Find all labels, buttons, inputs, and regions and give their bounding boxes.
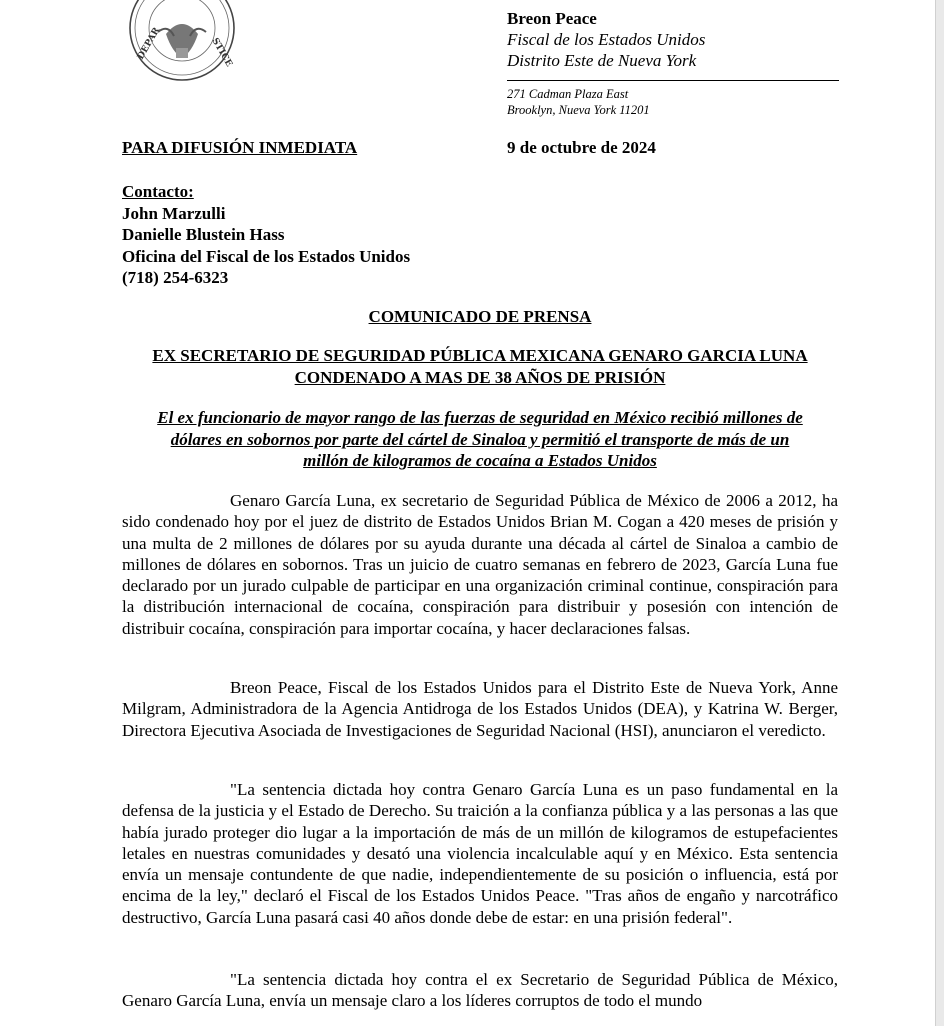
contact-line: John Marzulli <box>122 203 226 223</box>
page-edge <box>935 0 944 1026</box>
contact-phone: (718) 254-6323 <box>122 268 229 287</box>
svg-text:STICE: STICE <box>209 36 234 69</box>
office-address <box>507 86 650 118</box>
paragraph-text: "La sentencia dictada hoy contra el ex Secretario de Seguridad Pública de México, Genaro García Luna, envía un mensaje claro a los líderes corruptos de todo el mundo <box>122 970 838 1011</box>
body-paragraph <box>122 677 838 741</box>
contact-line: Oficina del Fiscal de los Estados Unidos <box>122 246 411 266</box>
officer-name: Breon Peace <box>507 9 597 28</box>
paragraph-text: Genaro García Luna, ex secretario de Seguridad Pública de México de 2006 a 2012, ha sido condenado hoy por el juez de distrito de Estados Unidos Brian M. Cogan a 420 meses de prisión y una multa de 2 millones de dólares por su ayuda durante una década al cártel de Sinaloa a cambio de millones de dólares en sobornos. Tras un juicio de cuatro semanas en febrero de 2023, García Luna fue declarado por un jurado culpable de participar en una organización criminal continue, conspiración para la distribución internacional de cocaína, conspiración para distribuir y posesión con intención de distribuir cocaína, conspiración para importar cocaína, y hacer declaraciones falsas. <box>122 491 838 638</box>
address-divider <box>507 80 839 81</box>
press-release-heading: COMUNICADO DE PRENSA <box>368 307 592 326</box>
officer-block <box>507 8 705 71</box>
headline-line: EX SECRETARIO DE SEGURIDAD PÚBLICA MEXICANA GENARO GARCIA LUNA <box>152 346 808 365</box>
body-paragraph <box>122 490 838 639</box>
subheadline <box>118 407 842 472</box>
body-paragraph <box>122 969 838 1012</box>
subhead-line: dólares en sobornos por parte del cártel de Sinaloa y permitió el transporte de más de un <box>170 429 790 449</box>
release-label: PARA DIFUSIÓN INMEDIATA <box>122 138 358 157</box>
svg-text:DEPAR: DEPAR <box>135 25 163 62</box>
address-line: Brooklyn, Nueva York 11201 <box>507 103 650 117</box>
officer-district: Distrito Este de Nueva York <box>507 51 697 70</box>
officer-title: Fiscal de los Estados Unidos <box>507 30 706 49</box>
subhead-line: millón de kilogramos de cocaína a Estados Unidos <box>303 451 657 470</box>
body-paragraph <box>122 779 838 928</box>
doj-seal-logo <box>128 0 236 82</box>
contact-label: Contacto: <box>122 182 194 201</box>
address-line: 271 Cadman Plaza East <box>507 87 629 101</box>
headline <box>122 345 838 388</box>
release-date: 9 de octubre de 2024 <box>507 138 656 157</box>
contact-block <box>122 181 410 289</box>
subhead-line: El ex funcionario de mayor rango de las fuerzas de seguridad en México recibió millones de <box>157 408 803 427</box>
headline-line: CONDENADO A MAS DE 38 AÑOS DE PRISIÓN <box>294 367 666 387</box>
contact-line: Danielle Blustein Hass <box>122 225 285 244</box>
paragraph-text: "La sentencia dictada hoy contra Genaro García Luna es un paso fundamental en la defensa de la justicia y el Estado de Derecho. Su traición a la confianza pública y a las personas a las que había jurado proteger dio lugar a la importación de más de un millón de kilogramos de estupefacientes letales en nuestras comunidades y desató una violencia incalculable aquí y en México. Esta sentencia envía un mensaje contundente de que nadie, independientemente de su posición o influencia, está por encima de la ley," declaró el Fiscal de los Estados Unidos Peace. "Tras años de engaño y narcotráfico destructivo, García Luna pasará casi 40 años donde debe de estar: en una prisión federal". <box>122 780 838 927</box>
paragraph-text: Breon Peace, Fiscal de los Estados Unidos para el Distrito Este de Nueva York, Anne Milgram, Administradora de la Agencia Antidroga de los Estados Unidos (DEA), y Katrina W. Berger, Directora Ejecutiva Asociada de Investigaciones de Seguridad Nacional (HSI), anunciaron el veredicto. <box>122 678 838 740</box>
